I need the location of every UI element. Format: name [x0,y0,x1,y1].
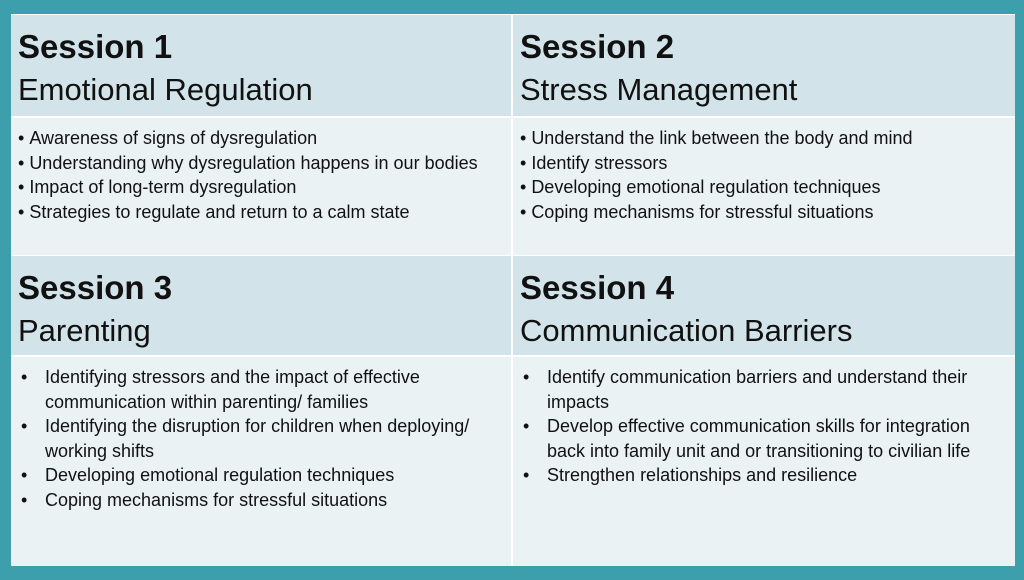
session-3-header [11,255,511,357]
session-1-list [18,126,505,224]
list-item: • Understanding why dysregulation happens in our bodies [18,151,505,176]
session-3-list [18,365,505,512]
session-4-body [513,357,1015,566]
session-1-title: Session 1 [18,28,173,65]
session-4-title: Session 4 [520,269,675,306]
list-item: • Identifying stressors and the impact of effective communication within parenting/ families [18,365,505,414]
list-item: • Strategies to regulate and return to a calm state [18,200,505,225]
session-1-body [11,118,511,255]
list-item: • Identify stressors [520,151,1009,176]
session-1-header [11,14,511,118]
list-item: • Awareness of signs of dysregulation [18,126,505,151]
session-1-subtitle: Emotional Regulation [18,72,313,107]
list-item: • Understand the link between the body and mind [520,126,1009,151]
list-item: • Strengthen relationships and resilience [520,463,1009,488]
list-item: • Develop effective communication skills for integration back into family unit and or transitioning to civilian life [520,414,1009,463]
session-grid [11,14,1015,566]
session-2-title: Session 2 [520,28,675,65]
list-item: • Coping mechanisms for stressful situations [520,200,1009,225]
list-item: • Coping mechanisms for stressful situations [18,488,505,513]
session-3-body [11,357,511,566]
list-item: • Developing emotional regulation techniques [18,463,505,488]
session-4-header [513,255,1015,357]
session-2-body [513,118,1015,255]
slide-frame [11,14,1015,566]
session-3-subtitle: Parenting [18,313,151,348]
session-3-title: Session 3 [18,269,173,306]
list-item: • Impact of long-term dysregulation [18,175,505,200]
session-4-subtitle: Communication Barriers [520,313,853,348]
session-2-header [513,14,1015,118]
list-item: • Developing emotional regulation techniques [520,175,1009,200]
list-item: • Identifying the disruption for children when deploying/ working shifts [18,414,505,463]
session-2-subtitle: Stress Management [520,72,798,107]
session-4-list [520,365,1009,488]
session-2-list [520,126,1009,224]
list-item: • Identify communication barriers and understand their impacts [520,365,1009,414]
